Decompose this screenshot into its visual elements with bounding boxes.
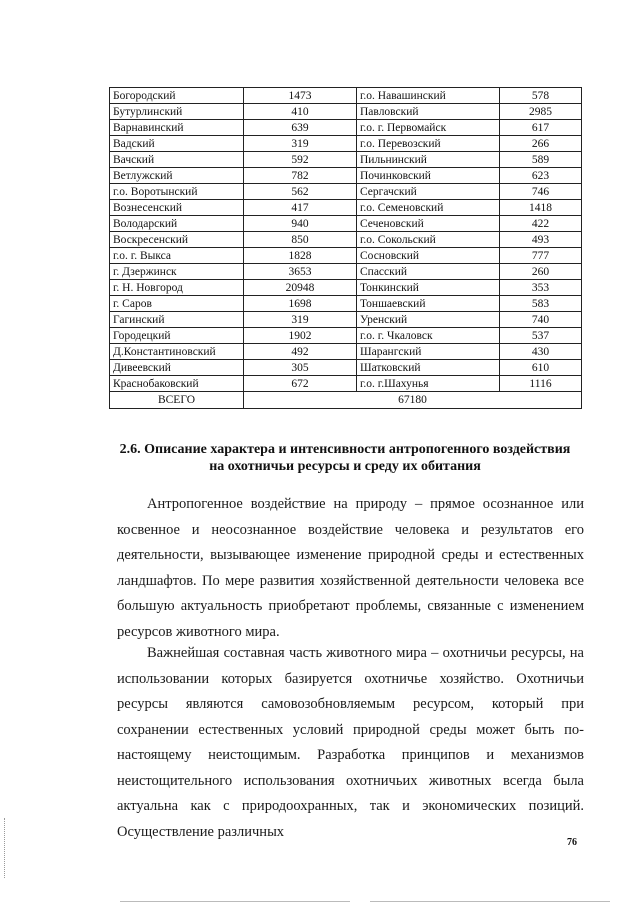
district-value-cell: 562 [244, 184, 357, 200]
district-name-cell: Ветлужский [110, 168, 244, 184]
district-name-cell: Пильнинский [357, 152, 500, 168]
table-row [110, 248, 582, 264]
district-value-cell: 353 [500, 280, 582, 296]
district-value-cell: 1418 [500, 200, 582, 216]
district-value-cell: 537 [500, 328, 582, 344]
district-value-cell: 319 [244, 312, 357, 328]
district-name-cell: Варнавинский [110, 120, 244, 136]
table-row [110, 216, 582, 232]
district-value-cell: 3653 [244, 264, 357, 280]
district-name-cell: Шатковский [357, 360, 500, 376]
total-value: 67180 [244, 392, 582, 409]
district-value-cell: 430 [500, 344, 582, 360]
district-value-cell: 578 [500, 88, 582, 104]
table-row [110, 136, 582, 152]
table-row [110, 104, 582, 120]
table-row [110, 232, 582, 248]
district-name-cell: Тонкинский [357, 280, 500, 296]
district-name-cell: Починковский [357, 168, 500, 184]
district-value-cell: 1473 [244, 88, 357, 104]
table-row [110, 312, 582, 328]
district-name-cell: Спасский [357, 264, 500, 280]
district-value-cell: 617 [500, 120, 582, 136]
paragraph-1: Антропогенное воздействие на природу – прямое осознанное или косвенное и неосознанное воздействие человека и результатов его деятельности, вызывающее изменение природной среды и естественных ландшафтов. По мере развития хозяйственной деятельности человека все большую актуальность приобретают проблемы, связанные с изменением ресурсов животного мира. [117, 496, 584, 640]
district-value-cell: 639 [244, 120, 357, 136]
district-value-cell: 740 [500, 312, 582, 328]
district-name-cell: г.о. г.Шахунья [357, 376, 500, 392]
district-name-cell: Краснобаковский [110, 376, 244, 392]
district-value-cell: 422 [500, 216, 582, 232]
district-value-cell: 940 [244, 216, 357, 232]
district-name-cell: Воскресенский [110, 232, 244, 248]
table-row [110, 168, 582, 184]
table-row [110, 152, 582, 168]
district-name-cell: Вачский [110, 152, 244, 168]
footer-rule-right [370, 901, 610, 902]
district-name-cell: г. Саров [110, 296, 244, 312]
district-name-cell: г.о. Перевозский [357, 136, 500, 152]
district-value-cell: 623 [500, 168, 582, 184]
district-value-cell: 672 [244, 376, 357, 392]
district-table [109, 87, 582, 409]
district-value-cell: 777 [500, 248, 582, 264]
table-row [110, 328, 582, 344]
district-value-cell: 1828 [244, 248, 357, 264]
district-value-cell: 1116 [500, 376, 582, 392]
district-name-cell: г. Дзержинск [110, 264, 244, 280]
table-row [110, 120, 582, 136]
district-value-cell: 592 [244, 152, 357, 168]
district-name-cell: Сосновский [357, 248, 500, 264]
section-heading-line-1: 2.6. Описание характера и интенсивности антропогенного воздействия [119, 442, 571, 457]
district-value-cell: 746 [500, 184, 582, 200]
district-value-cell: 20948 [244, 280, 357, 296]
district-name-cell: г.о. г. Первомайск [357, 120, 500, 136]
district-value-cell: 1698 [244, 296, 357, 312]
district-name-cell: Володарский [110, 216, 244, 232]
district-value-cell: 850 [244, 232, 357, 248]
district-name-cell: г.о. Навашинский [357, 88, 500, 104]
district-name-cell: Бутурлинский [110, 104, 244, 120]
table-row [110, 264, 582, 280]
section-heading [100, 441, 590, 475]
district-value-cell: 492 [244, 344, 357, 360]
table-row [110, 376, 582, 392]
district-value-cell: 266 [500, 136, 582, 152]
table-total-row [110, 392, 582, 409]
district-name-cell: г.о. г. Чкаловск [357, 328, 500, 344]
table-row [110, 360, 582, 376]
district-value-cell: 410 [244, 104, 357, 120]
district-name-cell: Уренский [357, 312, 500, 328]
district-value-cell: 417 [244, 200, 357, 216]
district-value-cell: 583 [500, 296, 582, 312]
district-name-cell: Богородский [110, 88, 244, 104]
district-value-cell: 589 [500, 152, 582, 168]
district-value-cell: 260 [500, 264, 582, 280]
district-name-cell: г. Н. Новгород [110, 280, 244, 296]
district-name-cell: Вознесенский [110, 200, 244, 216]
district-name-cell: г.о. Воротынский [110, 184, 244, 200]
district-value-cell: 493 [500, 232, 582, 248]
table-row [110, 296, 582, 312]
district-name-cell: Д.Константиновский [110, 344, 244, 360]
paragraph-2: Важнейшая составная часть животного мира – охотничьи ресурсы, на использовании которых базируется охотничье хозяйство. Охотничьи ресурсы являются самовозобновляемым ресурсом, который при сохранении естественных условий природной среды может быть по-настоящему неистощимым. Разработка принципов и механизмов неистощительного использования охотничьих животных всегда была актуальна как с природоохранных, так и экономических позиций. Осуществление различных [117, 645, 584, 840]
district-name-cell: г.о. г. Выкса [110, 248, 244, 264]
district-table-body [110, 88, 582, 392]
table-row [110, 184, 582, 200]
district-name-cell: Вадский [110, 136, 244, 152]
section-heading-line-2: на охотничьи ресурсы и среду их обитания [209, 459, 481, 474]
scan-margin-marks [4, 818, 6, 878]
footer-rule-left [120, 901, 350, 902]
district-value-cell: 782 [244, 168, 357, 184]
table-row [110, 88, 582, 104]
district-value-cell: 1902 [244, 328, 357, 344]
district-value-cell: 305 [244, 360, 357, 376]
district-name-cell: г.о. Семеновский [357, 200, 500, 216]
district-value-cell: 2985 [500, 104, 582, 120]
district-value-cell: 319 [244, 136, 357, 152]
district-name-cell: Шарангский [357, 344, 500, 360]
page-number: 76 [567, 837, 577, 848]
district-name-cell: Городецкий [110, 328, 244, 344]
table-row [110, 344, 582, 360]
district-name-cell: Павловский [357, 104, 500, 120]
table-row [110, 200, 582, 216]
total-label: ВСЕГО [110, 392, 244, 409]
district-name-cell: Сеченовский [357, 216, 500, 232]
district-name-cell: Сергачский [357, 184, 500, 200]
district-name-cell: Дивеевский [110, 360, 244, 376]
district-value-cell: 610 [500, 360, 582, 376]
district-name-cell: Гагинский [110, 312, 244, 328]
district-name-cell: г.о. Сокольский [357, 232, 500, 248]
table-row [110, 280, 582, 296]
district-name-cell: Тоншаевский [357, 296, 500, 312]
